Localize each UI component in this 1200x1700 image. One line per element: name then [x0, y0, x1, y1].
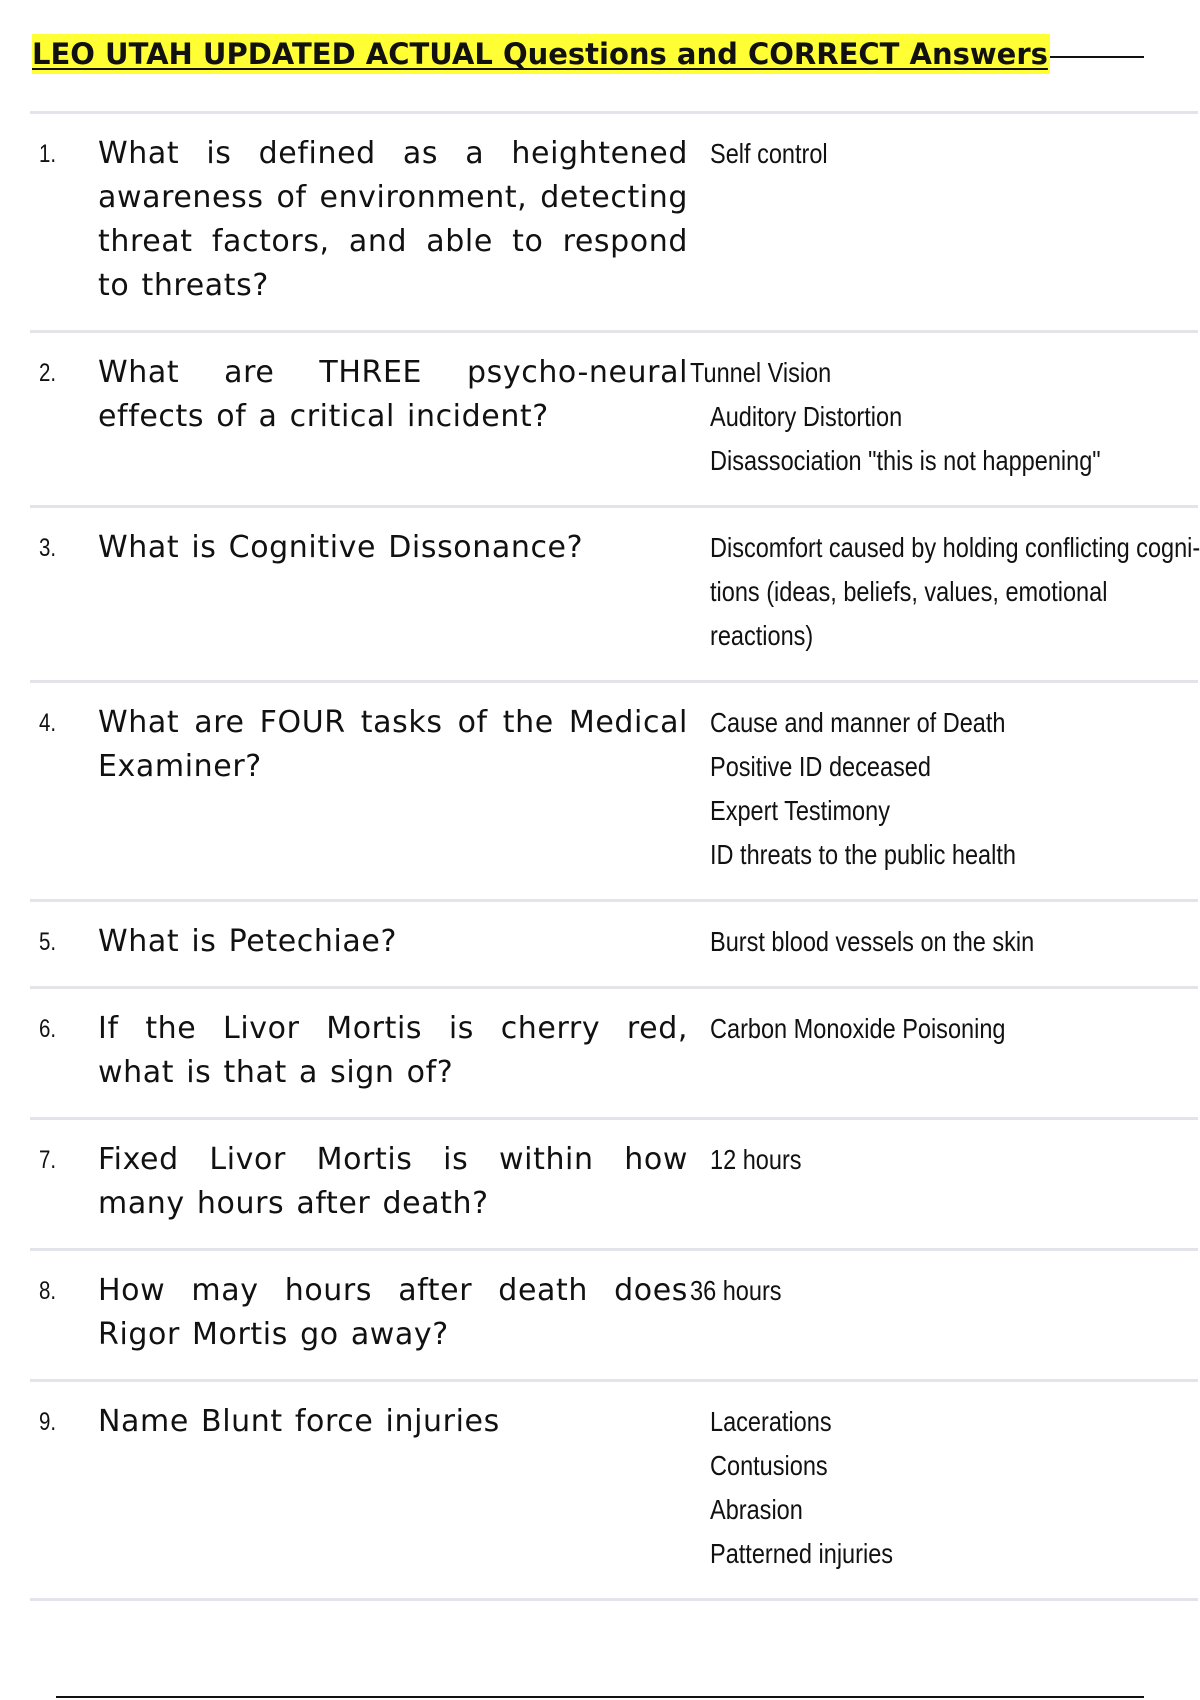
answer-block: [688, 132, 1198, 308]
question-number: 5.: [39, 928, 57, 956]
answer-block: [688, 701, 1198, 877]
answer-block: [688, 1138, 1198, 1226]
qa-item: [30, 902, 1198, 989]
answer-line: Discomfort caused by holding conflicting cogni-: [710, 532, 1200, 563]
question-text: Name Blunt force injuries: [98, 1404, 500, 1439]
question-text: How may hours after death does Rigor Mortis go away?: [98, 1273, 688, 1352]
qa-item: [30, 989, 1198, 1120]
answer-block: [688, 1400, 1198, 1576]
question-number: 9.: [39, 1408, 57, 1436]
answer-line: Carbon Monoxide Poisoning: [710, 1013, 1006, 1044]
answer-line: Cause and manner of Death: [710, 707, 1006, 738]
answer-block: [688, 351, 1198, 483]
question-text: What is defined as a heightened awareness of environment, detecting threat factors, and able to respond to threats?: [98, 136, 688, 303]
answer-line: Expert Testimony: [710, 795, 890, 826]
qa-item: [30, 508, 1198, 683]
qa-item: [30, 1382, 1198, 1601]
question-number: 2.: [39, 359, 57, 387]
answer-line: ID threats to the public health: [710, 839, 1016, 870]
question-text: Fixed Livor Mortis is within how many hours after death?: [98, 1142, 688, 1221]
answer-line: Disassociation "this is not happening": [710, 445, 1101, 476]
question-text: What is Petechiae?: [98, 924, 397, 959]
answer-line: Abrasion: [710, 1494, 803, 1525]
answer-block: [688, 920, 1198, 964]
footer-rule: [56, 1696, 1144, 1698]
answer-block: [688, 1269, 1198, 1357]
answer-line: reactions): [710, 620, 814, 651]
answer-block: [688, 526, 1200, 658]
question-number: 7.: [39, 1146, 57, 1174]
qa-item: [30, 114, 1198, 333]
answer-line: Patterned injuries: [710, 1538, 894, 1569]
qa-item: [30, 333, 1198, 508]
answer-line: 36 hours: [690, 1275, 782, 1306]
question-text: If the Livor Mortis is cherry red, what is that a sign of?: [98, 1011, 688, 1090]
answer-line: Self control: [710, 138, 828, 169]
question-number: 6.: [39, 1015, 57, 1043]
document-title: LEO UTAH UPDATED ACTUAL Questions and CORRECT Answers: [32, 34, 1050, 74]
qa-item: [30, 1120, 1198, 1251]
answer-line: Auditory Distortion: [710, 401, 903, 432]
answer-line: tions (ideas, beliefs, values, emotional: [710, 576, 1108, 607]
answer-line: 12 hours: [710, 1144, 802, 1175]
answer-block: [688, 1007, 1198, 1095]
question-number: 3.: [39, 534, 57, 562]
question-number: 4.: [39, 709, 57, 737]
answer-line: Lacerations: [710, 1406, 832, 1437]
qa-list: [30, 111, 1198, 1601]
question-text: What is Cognitive Dissonance?: [98, 530, 584, 565]
question-number: 8.: [39, 1277, 57, 1305]
title-row: [32, 34, 1144, 78]
answer-line: Contusions: [710, 1450, 828, 1481]
answer-line: Tunnel Vision: [690, 357, 832, 388]
question-text: What are FOUR tasks of the Medical Examiner?: [98, 705, 688, 784]
question-text: What are THREE psycho-neural effects of a critical incident?: [98, 355, 688, 434]
answer-line: Burst blood vessels on the skin: [710, 926, 1035, 957]
qa-item: [30, 1251, 1198, 1382]
qa-item: [30, 683, 1198, 902]
question-number: 1.: [39, 140, 57, 168]
answer-line: Positive ID deceased: [710, 751, 931, 782]
